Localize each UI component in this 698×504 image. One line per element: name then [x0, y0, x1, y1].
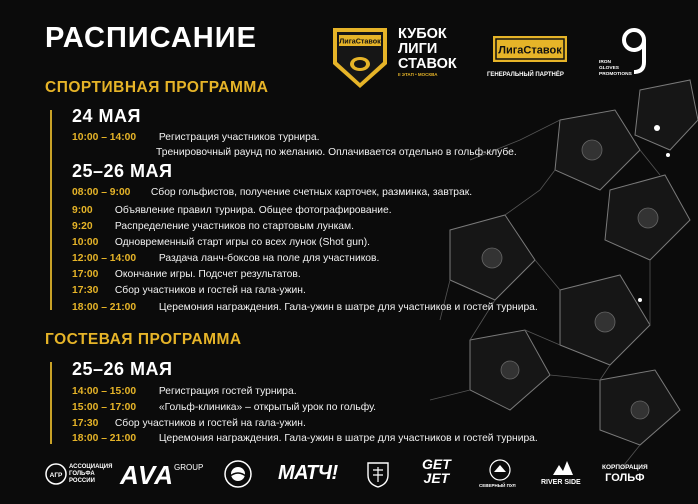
ava-logo: AVA: [120, 460, 175, 490]
liga-stavok-cup-badge: [331, 26, 389, 90]
schedule-time: 10:00: [72, 237, 99, 248]
schedule-time: 17:30: [72, 285, 99, 296]
schedule-time: 9:20: [72, 221, 93, 232]
guest-program-heading: ГОСТЕВАЯ ПРОГРАММА: [45, 331, 242, 348]
schedule-row: [72, 302, 538, 313]
schedule-time: 08:00 – 9:00: [72, 187, 131, 198]
svg-text:ЛигаСтавок: ЛигаСтавок: [498, 44, 562, 57]
schedule-text: Регистрация участников турнира.: [158, 132, 320, 143]
severny-pul-caption: СЕВЕРНЫЙ ПУЛ: [479, 483, 516, 488]
riverside-icon: [551, 457, 575, 477]
schedule-text: Окончание игры. Подсчет результатов.: [114, 269, 301, 280]
crest-icon: [365, 460, 391, 488]
schedule-text: Сбор гольфистов, получение счетных карточек, разминка, завтрак.: [150, 187, 473, 198]
schedule-time: 15:00 – 17:00: [72, 402, 137, 413]
severny-pul-icon: [489, 459, 511, 481]
schedule-time: 10:00 – 14:00: [72, 132, 137, 143]
timeline-line: [50, 110, 52, 310]
schedule-text: Сбор участников и гостей на гала-ужин.: [114, 285, 306, 296]
cup-title: КУБОК ЛИГИ СТАВОК: [398, 26, 457, 72]
svg-text:АГР: АГР: [49, 472, 63, 479]
schedule-text: Раздача ланч-боксов на поле для участников.: [158, 253, 380, 264]
schedule-text: Одновременный старт игры со всех лунок (Shot gun).: [114, 237, 370, 248]
match-tv-logo: МАТЧ!: [278, 462, 338, 484]
schedule-time: 17:30: [72, 418, 99, 429]
schedule-row: [72, 187, 472, 198]
schedule-row: [72, 386, 297, 397]
schedule-text: Распределение участников по стартовым лункам.: [114, 221, 354, 232]
schedule-row: [72, 285, 306, 296]
korporaciya-golf-logo: КОРПОРАЦИЯ ГОЛЬФ: [602, 464, 648, 484]
schedule-row: [72, 402, 376, 413]
sport-program-heading: СПОРТИВНАЯ ПРОГРАММА: [45, 79, 269, 96]
iron-gloves-caption: IRON GLOVES PROMOTIONS: [599, 60, 632, 77]
schedule-time: 12:00 – 14:00: [72, 253, 137, 264]
schedule-time: 18:00 – 21:00: [72, 433, 137, 444]
schedule-text: «Гольф-клиника» – открытый урок по гольфу.: [158, 402, 377, 413]
day-date: 25–26 МАЯ: [72, 359, 173, 379]
ava-group-text: GROUP: [174, 463, 204, 472]
schedule-row: [72, 237, 370, 248]
agr-logo: [45, 463, 67, 485]
schedule-text: Регистрация гостей турнира.: [158, 386, 297, 397]
schedule-time: 9:00: [72, 205, 93, 216]
schedule-text: Церемония награждения. Гала-ужин в шатре для участников и гостей турнира.: [158, 433, 538, 444]
svg-text:ЛигаСтавок: ЛигаСтавок: [339, 36, 381, 46]
schedule-text-continued: Тренировочный раунд по желанию. Оплачивается отдельно в гольф-клубе.: [156, 147, 517, 158]
schedule-row: [72, 221, 354, 232]
cup-subtitle: II ЭТАП • МОСКВА: [398, 72, 438, 77]
club-emblem-icon: [223, 459, 253, 489]
schedule-row: [72, 132, 320, 143]
schedule-row: [72, 253, 379, 264]
schedule-text: Сбор участников и гостей на гала-ужин.: [114, 418, 306, 429]
schedule-time: 18:00 – 21:00: [72, 302, 137, 313]
agr-caption: АССОЦИАЦИЯ ГОЛЬФА РОССИИ: [69, 464, 113, 484]
riverside-logo: RIVER SIDE: [541, 479, 581, 486]
timeline-line: [50, 362, 52, 444]
schedule-text: Объявление правил турнира. Общее фотографирование.: [114, 205, 392, 216]
day-date: 25–26 МАЯ: [72, 161, 173, 181]
general-partner-logo: [493, 36, 567, 62]
schedule-row: [72, 269, 301, 280]
schedule-row: [72, 433, 538, 444]
schedule-row: [72, 205, 392, 216]
schedule-time: 17:00: [72, 269, 99, 280]
general-partner-caption: ГЕНЕРАЛЬНЫЙ ПАРТНЁР: [487, 72, 564, 78]
getjet-logo: GET JET: [422, 456, 451, 486]
schedule-row: [72, 418, 306, 429]
page-title: РАСПИСАНИЕ: [45, 22, 257, 54]
schedule-time: 14:00 – 15:00: [72, 386, 137, 397]
day-date: 24 МАЯ: [72, 106, 141, 126]
schedule-text: Церемония награждения. Гала-ужин в шатре для участников и гостей турнира.: [158, 302, 538, 313]
